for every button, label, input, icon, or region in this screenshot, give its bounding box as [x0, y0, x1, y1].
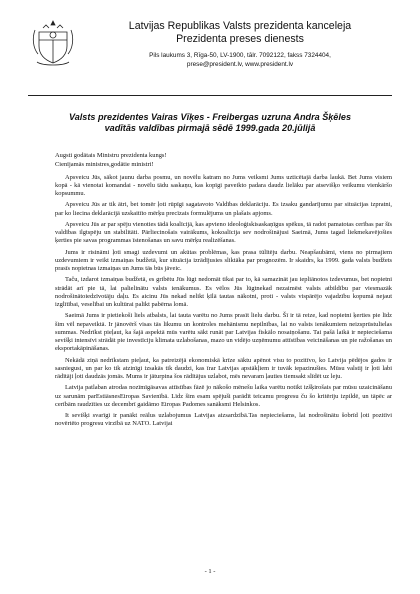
paragraph: Apsveicu Jūs, sākot jaunu darba posmu, un novēlu katram no Jums veiksmi Jums uzticētajā darba laukā. Bet Jums visiem kopā - kā vienotai komandai - novēlu tādu saskaņu, kas kopīgi paveikto padara daudz lielāku par atsevišķo veikumu vienkāršo kopsummu. [55, 173, 392, 197]
title-line-2: vadītās valdības pirmajā sēdē 1999.gada 20.jūlijā [104, 123, 316, 133]
paragraph: Latvija patlaban atrodas nozīmīgāsavas attīstības fāzē jo nākošo mēnešu laika varētu notikt izšķirošais par mūsu uzaicināšanu uz sarunām parEstiāsnesEiropas Savienībā. Līdz šim esam spējuši parādīt teicamu progresu ču šo kritēriju izpildē, un tāpēc ar cerībām raudzīties uz decembrī gaidāmo Eiropas Padomes sanāksmi Helsinkos. [55, 384, 392, 408]
title-line-1: Valsts prezidentes Vairas Vīķes - Freibergas uzruna Andra Šķēles [68, 112, 352, 122]
latvia-coat-of-arms-icon [31, 18, 75, 70]
paragraph: Apsveicu Jūs ar tik ātri, bet tomēr ļoti rūpīgi sagatavoto Valdības deklarāciju. Es izsaku gandarījumu par situācijas izpratni, par ko liecina deklarācijā uzskaitīto mērķu precīzais formulējums un plašais apjoms. [55, 201, 392, 217]
paragraph: It sevišķi svarīgi ir panākt reālus uzlabojumus Latvijas aizsardzībā.Tas nepieciešams, lai nodrošinātu šobrīd ļoti pozitīvi novērtēto progresu virzībā uz NATO. Latvijai [55, 412, 392, 428]
paragraph: Nekādā ziņā nedrīkstam pieļaut, ka patreizējā ekonomiskā krīze sāktu apēnot visu to pozitīvo, ko Latvija pēdējos gados ir sasniegusi, un par ko tik atzinīgi izsakās tik daudzi, kas īrar Latvijas apstākļiem ir tuvāk iepazinušies. Mūsu valstij ir ļoti labi rādītāji ļoti daudzās jomās. Mums ir jāturpina šos rādītājus uzlabot, mēs nevaram ļauties tiemsakt slīdēt uz leju. [55, 356, 392, 380]
org-address: Pils laukums 3, Rīga-50, LV-1900, tālr. 7092122, fakss 7324404, [149, 52, 331, 59]
page-number: - 1 - [204, 568, 216, 575]
paragraph: Saeimā Jums ir pietiekoši liels atbalsts, lai tauta varētu no Jums prasīt lielu darbu. Šī ir tā reize, kad nopietni ķerties pie līdz šim vēl nepaveiktā. Ir jānovērš visas tās likumu un kontroles mehānismu nepilnības, lai no valsts ienākumiem neizsprūstulielas summas. Nedrīkst pieļaut, ka šajā aspektā mūs varētu sākt runāt par Latvijas fiskālo nosaiņošanu. Tai pašā laikā ir nepieciešama sevišķi intensīvi strādāt pie investīciju klimata uzlabošanas, mazo un vidējo uzņēmumu attīstības veicināšanas un pie ražošanas un eksportakāpināšanas. [55, 312, 392, 353]
org-name: Latvijas Republikas Valsts prezidenta kanceleja [128, 20, 352, 32]
salutation-1: Augsti godātais Ministru prezidenta kungs! [55, 152, 167, 159]
org-department: Prezidenta preses dienests [176, 33, 304, 45]
paragraph: Taču, izdarot izmaiņas budžetā, es gribētu Jūs lūgt nedomāt tikai par to, kā samazināt jau iepliānotos izdevumus, bet nopietni strādāt arī pie tā, lai palielinātu valsts ienākumus. Es vēlos Jūs lūgtnekad nezaimēst valsts atbildību par viesmazāk nodrošinātoiedzīvotāju daļu. Es aicinu Jūs nekad nelikt ķīlā tautas nākotni, proti - valsts vispārējo vajadzību kopumā nejaut izglītībai, veselībai un kultūrai palikt pabērna lomā. [55, 276, 392, 308]
org-contact: prese@president.lv, www.president.lv [186, 61, 294, 68]
paragraph: Apsveicu Jūs ar par spēju vienoties tādā koalīcijā, kas apvieno ideoloģiskisaskaņīgus spēkus, tā radot pamatotas cerības par šīs valdības ilgtspēju un stabilitāti. Pārliecinošais vairākums, kokoalīcija sev nodrošinājusi Saeimā, Jums tagad liekmekavējošies ķerties pie savas programmas īstenošanas un savu mērķu realizēšanas. [55, 220, 392, 245]
speech-body [55, 152, 392, 432]
salutation-2: Cienījamās ministres,godātie ministri! [55, 161, 154, 169]
document-title [28, 112, 392, 134]
paragraph: Jums ir risināmi ļoti smagi uzdevumi un akūtas problēmas, kas prasa tūlītēju darbu. Neapšaubāmi, viens no pirmajiem uzdevumiem ir veikt izmaiņas budžetā, kur situācija izrādījusies sliktāka par prognozēm. Ir skaidrs, ka 1999. gada valsts budžets prasīs nopietnas izmaiņas un Jums tās būs jāveic. [55, 248, 392, 272]
letterhead [95, 20, 385, 69]
header-divider [28, 95, 392, 96]
